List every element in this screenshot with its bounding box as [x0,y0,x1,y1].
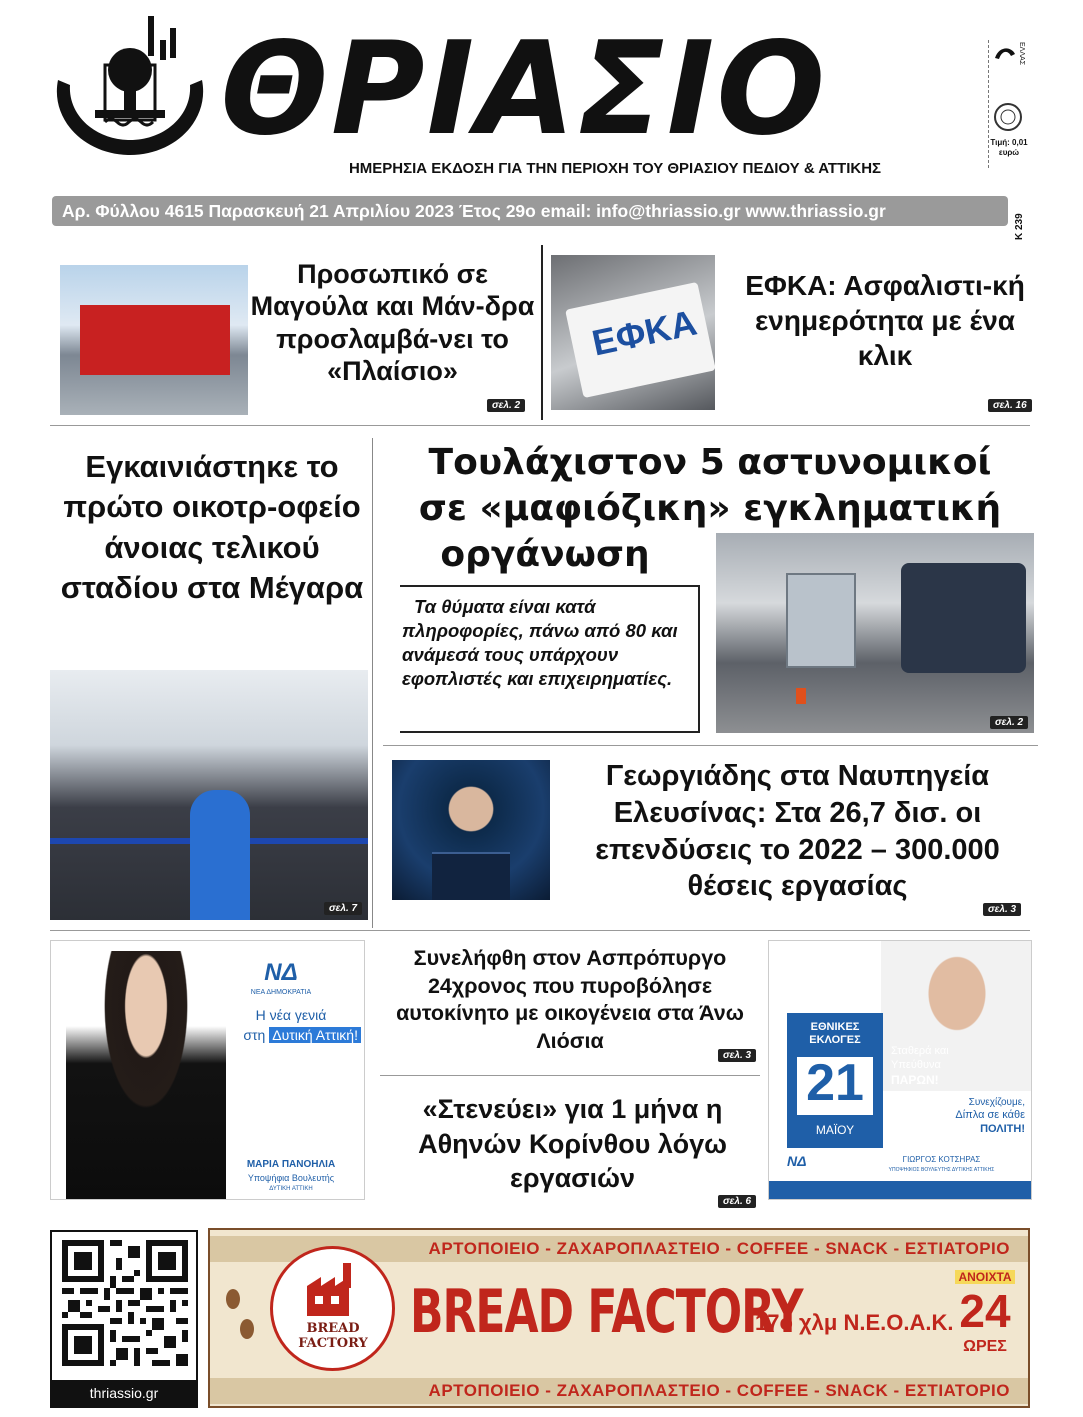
issue-code: Κ 239 [1014,213,1025,240]
traffic-cone [796,688,806,704]
divider [383,745,1038,746]
candidate-region: ΔΥΤΙΚΗ ΑΤΤΙΚΗ [269,1186,313,1192]
candidate-role: Υποψήφια Βουλευτής [247,1173,335,1183]
newspaper-title: ΘΡΙΑΣΙΟ [220,15,828,164]
road-page-ref: σελ. 6 [718,1195,756,1208]
panoilia-ad[interactable] [50,940,365,1200]
slogan-4: Συνεχίζουμε, [968,1097,1025,1108]
price: Τιμή: 0,01 ευρώ [990,138,1028,157]
megara-headline[interactable]: Εγκαινιάστηκε το πρώτο οικοτρ-οφείο άνοιας τελικού σταδίου στα Μέγαρα [60,449,364,605]
police-photo [716,533,1034,733]
election-month: ΜΑΪΟΥ [815,1123,855,1137]
bread-location: 17ο χλμ Ν.Ε.Ο.Α.Κ. [755,1310,954,1335]
georgiadis-page-ref: σελ. 3 [983,903,1021,916]
stamp-text: ΕΛΛΑΣ [1018,42,1025,66]
candidate-role: ΥΠΟΨΗΦΙΟΣ ΒΟΥΛΕΥΤΗΣ ΔΥΤΙΚΗΣ ΑΤΤΙΚΗΣ [888,1167,995,1173]
bread-factory-title: BREAD FACTORY [410,1278,803,1347]
hours-label: ΩΡΕΣ [963,1338,1007,1355]
coffee-bean-2 [240,1319,254,1339]
divider [380,1075,760,1076]
nd-party-name: ΝΕΑ ΔΗΜΟΚΡΑΤΙΑ [250,989,312,996]
coffee-bean-1 [226,1289,240,1309]
nd-logo: ΝΔ [787,1153,807,1169]
slogan-5: Δίπλα σε κάθε [955,1109,1025,1121]
efka-headline[interactable]: ΕΦΚΑ: Ασφαλιστι-κή ενημερότητα με ένα κλικ [745,270,1025,371]
candidate-name: ΜΑΡΙΑ ΠΑΝΟΗΛΙΑ [246,1159,336,1170]
ad-slogan-1: Η νέα γενιά [255,1007,327,1023]
guard-booth [786,573,856,668]
thriassio-logo-icon [50,10,215,160]
divider [541,245,543,420]
divider [372,438,373,928]
election-title: ΕΘΝΙΚΕΣ ΕΚΛΟΓΕΣ [809,1021,861,1046]
qr-block[interactable] [50,1230,198,1408]
bread-factory-ad[interactable] [208,1228,1030,1408]
issue-line: Αρ. Φύλλου 4615 Παρασκευή 21 Απριλίου 2023 Έτος 29ο email: info@thriassio.gr www.thriassio.gr [52,196,1008,226]
plaisio-headline[interactable]: Προσωπικό σε Μαγούλα και Μάν-δρα προσλαμβά-νει το «Πλαίσιο» [250,259,535,387]
efka-sign [565,282,716,398]
police-headline-l1[interactable]: Τουλάχιστον 5 αστυνομικοί [428,442,992,483]
road-headline[interactable]: «Στενεύει» για 1 μήνα η Αθηνών Κορίνθου λόγω εργασιών [418,1094,727,1194]
slogan-6: ΠΟΛΙΤΗ! [980,1123,1025,1135]
kotsiras-ad[interactable] [768,940,1032,1200]
election-day: 21 [806,1054,864,1112]
efka-page-ref: σελ. 16 [988,399,1032,412]
qr-code-icon [62,1240,188,1366]
ad-slogan-2-pre: στη [243,1027,266,1043]
postmark-icon [991,100,1025,134]
masthead [0,0,1083,240]
plaisio-page-ref: σελ. 2 [487,399,525,412]
plaisio-photo [60,265,248,415]
georgiadis-photo [392,760,550,900]
slogan-3: ΠΑΡΩΝ! [891,1073,939,1087]
efka-photo [551,255,715,410]
divider [50,930,1030,931]
podium [432,852,510,900]
police-lead-box [400,585,700,733]
factory-icon [303,1261,363,1316]
megara-page-ref: σελ. 7 [324,902,362,915]
bottom-band [769,1181,1032,1200]
ad-slogan-2 [211,1027,361,1043]
efka-sign-text: ΕΦΚΑ [588,301,701,364]
subtitle: ΗΜΕΡΗΣΙΑ ΕΚΔΟΣΗ ΓΙΑ ΤΗΝ ΠΕΡΙΟΧΗ ΤΟΥ ΘΡΙΑΣΙΟΥ ΠΕΔΙΟΥ & ΑΤΤΙΚΗΣ [348,160,882,177]
police-lead: Τα θύματα είναι κατά πληροφορίες, πάνω από 80 και ανάμεσά τους υπάρχουν εφοπλιστές και επιχειρηματίες. [402,596,678,689]
slogan-2: Υπεύθυνα [891,1059,941,1071]
open-label: ΑΝΟΙΧΤΑ [955,1270,1015,1284]
nd-logo: ΝΔ [264,959,298,986]
bread-strip-bottom: ΑΡΤΟΠΟΙΕΙΟ - ΖΑΧΑΡΟΠΛΑΣΤΕΙΟ - COFFEE - SNACK - ΕΣΤΙΑΤΟΡΙΟ [210,1378,1028,1404]
police-van [901,563,1026,673]
postage-stamp [988,40,1028,168]
bread-strip-top: ΑΡΤΟΠΟΙΕΙΟ - ΖΑΧΑΡΟΠΛΑΣΤΕΙΟ - COFFEE - SNACK - ΕΣΤΙΑΤΟΡΙΟ [210,1236,1028,1262]
georgiadis-headline[interactable]: Γεωργιάδης στα Ναυπηγεία Ελευσίνας: Στα 26,7 δισ. οι επενδύσεις το 2022 – 300.000 θέσεις εργασίας [595,760,1000,903]
police-page-ref: σελ. 2 [990,716,1028,729]
aspropyrgos-headline[interactable]: Συνελήφθη στον Ασπρόπυργο 24χρονος που πυροβόλησε αυτοκίνητο με οικογένεια στα Άνω Λιόσια [396,946,744,1053]
slogan-1: Σταθερά και [891,1045,949,1057]
logo-text: BREAD FACTORY [298,1321,368,1351]
coffee-beans-icon [222,1285,262,1365]
police-headline-l2[interactable]: σε «μαφιόζικη» εγκληματική [418,488,1002,529]
candidate-photo [66,951,226,1200]
woman-blue-jacket [190,790,250,920]
aspropyrgos-page-ref: σελ. 3 [718,1049,756,1062]
candidate-name: ΓΙΩΡΓΟΣ ΚΟΤΣΗΡΑΣ [902,1155,981,1164]
store-building [80,305,230,375]
qr-caption[interactable]: thriassio.gr [52,1380,196,1406]
bread-factory-logo [270,1246,395,1371]
divider [50,425,1030,426]
megara-photo [50,670,368,920]
police-headline-l3[interactable]: οργάνωση [440,534,650,575]
open-hours: 24 [959,1285,1011,1337]
ad-slogan-2-highlight: Δυτική Αττική! [269,1027,361,1043]
